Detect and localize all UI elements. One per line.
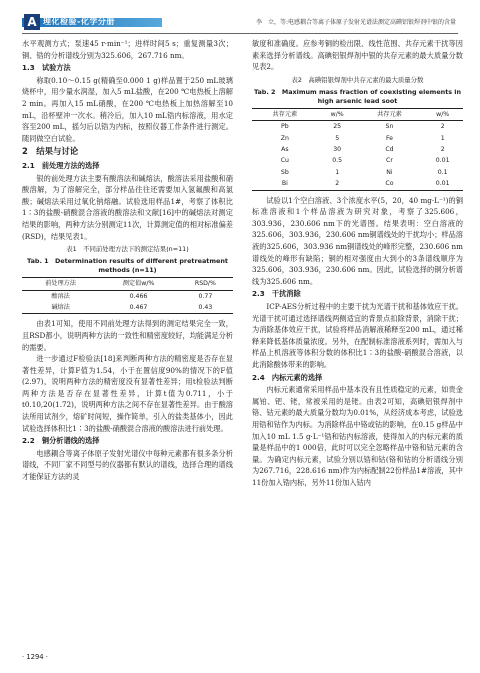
header-rule bbox=[22, 33, 458, 34]
table-cell: 2 bbox=[318, 178, 357, 190]
journal-name: 理化检验-化学分册 bbox=[43, 17, 115, 26]
table-cell: Ni bbox=[386, 168, 393, 176]
journal-banner bbox=[22, 14, 162, 30]
left-column bbox=[22, 38, 233, 483]
table-cell: 25 bbox=[333, 123, 342, 131]
table-cell: 0.43 bbox=[178, 302, 233, 314]
table-cell: Fe bbox=[385, 134, 393, 142]
table-cell: Cd bbox=[385, 146, 394, 153]
paragraph: 由表1可知，使用不同前处理方法得到的测定结果完全一致，且RSD都小，说明两种方法的一致性和精密度较好，均能满足分析的需要。 bbox=[22, 319, 233, 352]
table-header: 共存元素 bbox=[357, 108, 423, 120]
section-heading: 2.3 干扰消除 bbox=[252, 289, 301, 299]
table-cell: 0.467 bbox=[99, 302, 178, 314]
table-row bbox=[252, 121, 463, 133]
section-heading: 2 结果与讨论 bbox=[22, 146, 79, 157]
table-cell: Cu bbox=[280, 157, 289, 165]
paragraph: 敏度和准确度。应参考铜的检出限、线性范围、共存元素干扰等因素来选择分析谱线。高碘铝银焊剂中银的共存元素的最大质量分数见表2。 bbox=[252, 39, 463, 72]
table-cell: 碱熔法 bbox=[22, 302, 99, 314]
table-cell: 1 bbox=[440, 134, 445, 142]
table-row bbox=[252, 178, 463, 190]
table-caption-en: Tab. 1 Determination results of different pretreatment methods (n=11) bbox=[27, 257, 228, 275]
table-row bbox=[22, 290, 233, 302]
paragraph: 内标元素通常采用样品中基本没有且性质稳定的元素，如贵金属铂、钯、铑，常被采用的是铑。由表2可知，高碘铝银焊剂中铬、钴元素的最大质量分数均为0.01%，从经济成本考虑，试验选用锆和钴作为内标。为消除样品中铬或钴的影响，在0.15 g样品中加入10 mL 1.5 g·L⁻¹锆和钴内标溶液，使得加入的内标元素的质量是样品中的1 000倍，此时可以完全忽略样品中铬和钴元素的含量。为确定内标元素，试验分别以锆和钴(铬和钴的分析谱线分别为267.716，228.616 nm)作为内标配制22份样品1#溶液，其中11份加入锆内标，另外11份加入钴内 bbox=[252, 385, 463, 487]
table-cell: Sn bbox=[385, 123, 394, 131]
table-caption: 表1 不同前处理方法下的测定结果(n=11) bbox=[66, 245, 189, 254]
table-caption-en: Tab. 2 Maximum mass fraction of coexisting elements in high arsenic lead soot bbox=[253, 87, 462, 105]
table-row bbox=[252, 144, 463, 155]
table-cell: 0.01 bbox=[435, 157, 450, 165]
section-heading: 2.4 内标元素的选择 bbox=[252, 372, 323, 382]
paragraph: 银的前处理方法主要有酸溶法和碱熔法，酸溶法采用盐酸和硝酸溶解，为了溶解完全，部分样品往往还需要加入氢氟酸和高氯酸；碱熔法采用过氧化钠熔融。试验选用样品1#，考察了体积比1∶3的盐酸-硝酸混合溶液的酸溶法和文献[16]中的碱熔法对测定结果的影响，两种方法分别测定11次，计算测定值的相对标准偏差(RSD)，结果见表1。 bbox=[22, 173, 233, 241]
table-cell: 2 bbox=[440, 123, 445, 131]
table-cell: 0.5 bbox=[332, 157, 343, 165]
section-heading: 1.3 试验方法 bbox=[22, 63, 71, 73]
table-1 bbox=[22, 277, 233, 314]
table-cell: Pb bbox=[281, 123, 289, 131]
table-header: w/% bbox=[422, 108, 463, 120]
paragraph: 进一步通过F检验法[18]来判断两种方法的精密度是否存在显著性差异，计算F值为1.54，小于在置信度90%的情况下的F值(2.97)，说明两种方法的精密度没有显著性差异；用t检验法判断两种方法是否存在显著性差异，计算t值为0.711，小于t0.10,20(1.72)，说明两种方法之间不存在显著性差异。由于酸溶法所用试剂少，熔矿时间短，操作简单，引入的盐类基体小，因此试验选择体积比1∶3的盐酸-硝酸混合溶液的酸溶法进行前处理。 bbox=[22, 354, 233, 433]
table-header: RSD/% bbox=[178, 278, 233, 290]
running-title: 李 立，等:电感耦合等离子体原子发射光谱法测定高碘铝银焊剂中银的含量 bbox=[255, 19, 456, 26]
table-cell: 0.1 bbox=[437, 168, 448, 176]
table-cell: 30 bbox=[333, 146, 342, 153]
table-cell: 0.466 bbox=[129, 292, 148, 300]
paragraph: 称取0.10～0.15 g(精确至0.000 1 g)样品置于250 mL玻璃烧杯中，用少量水润湿，加入5 mL盐酸，在200 ℃电热板上溶解2 min。再加入15 mL硝酸，在200 ℃电热板上加热溶解至10 mL，沿杯壁冲一次水。稍冷后，加入10 mL锆内标溶液，用水定容至200 mL，摇匀后以锆为内标，按照仪器工作条件进行测定。随同做空白试验。 bbox=[22, 75, 233, 143]
table-cell: 1 bbox=[335, 168, 340, 176]
table-cell: Cr bbox=[386, 157, 393, 165]
right-column bbox=[252, 38, 463, 488]
paragraph: 试验以1个空白溶液、3个浓度水平(5，20，40 mg·L⁻¹)的铜标准溶液和1个样品溶液为研究对象，考察了325.606，303.936，230.606 nm下的光谱图。结果表明：空白溶液的325.606，303.936，230.606 nm铜谱线处的干扰均小；样品溶液的325.606，303.936 nm铜谱线处的峰形完整，230.606 nm谱线处的峰形有缺陷；铜的相对强度由大到小的3条谱线顺序为325.606，303.936，230.606 nm。因此，试验选择的铜分析谱线为325.606 nm。 bbox=[252, 195, 463, 286]
paragraph: 水平观测方式；泵速45 r·min⁻¹；进样时间5 s；重复测量3次；铜、锆的分析谱线分别为325.606，267.716 nm。 bbox=[22, 39, 233, 60]
table-cell: Bi bbox=[252, 178, 318, 190]
table-header: 前处理方法 bbox=[22, 278, 99, 290]
section-heading: 2.2 铜分析谱线的选择 bbox=[22, 436, 100, 446]
table-row bbox=[252, 167, 463, 178]
table-row bbox=[252, 155, 463, 166]
table-cell: Zn bbox=[280, 134, 289, 142]
table-cell: As bbox=[281, 146, 289, 153]
section-heading: 2.1 前处理方法的选择 bbox=[22, 160, 100, 170]
table-header: 测定值w/% bbox=[99, 278, 178, 290]
table-cell: Sb bbox=[280, 168, 289, 176]
journal-logo-icon: A bbox=[24, 14, 40, 30]
table-header: w/% bbox=[318, 108, 357, 120]
table-row bbox=[252, 133, 463, 144]
table-cell: 酸溶法 bbox=[51, 292, 70, 300]
page-number: · 1294 · bbox=[22, 653, 48, 661]
paragraph: ICP-AES分析过程中的主要干扰为光谱干扰和基体效应干扰。光谱干扰可通过选择谱线两侧适宜的背景点扣除背景，消除干扰；为消除基体效应干扰，试验将样品消解液稀释至200 mL，通过稀释来降低基体质量浓度。另外，在配制标准溶液系列时，需加入与样品上机溶液等体积分数的体积比1∶3的盐酸-硝酸混合溶液，以此消除酸体带来的影响。 bbox=[252, 301, 463, 369]
table-cell: 0.77 bbox=[198, 292, 213, 300]
table-cell: 2 bbox=[440, 146, 445, 153]
table-row bbox=[22, 302, 233, 314]
table-2 bbox=[252, 108, 463, 191]
table-cell: 5 bbox=[335, 134, 340, 142]
table-header: 共存元素 bbox=[252, 108, 318, 120]
table-caption: 表2 高碘铝银焊剂中共存元素的最大质量分数 bbox=[291, 75, 424, 84]
paragraph: 电感耦合等离子体原子发射光谱仪中每种元素都有很多条分析谱线，不同厂家不同型号的仪器都有默认的谱线，选择合理的谱线才能保证方法的灵 bbox=[22, 448, 233, 482]
table-cell: Co bbox=[357, 178, 423, 190]
table-cell: 0.01 bbox=[422, 178, 463, 190]
